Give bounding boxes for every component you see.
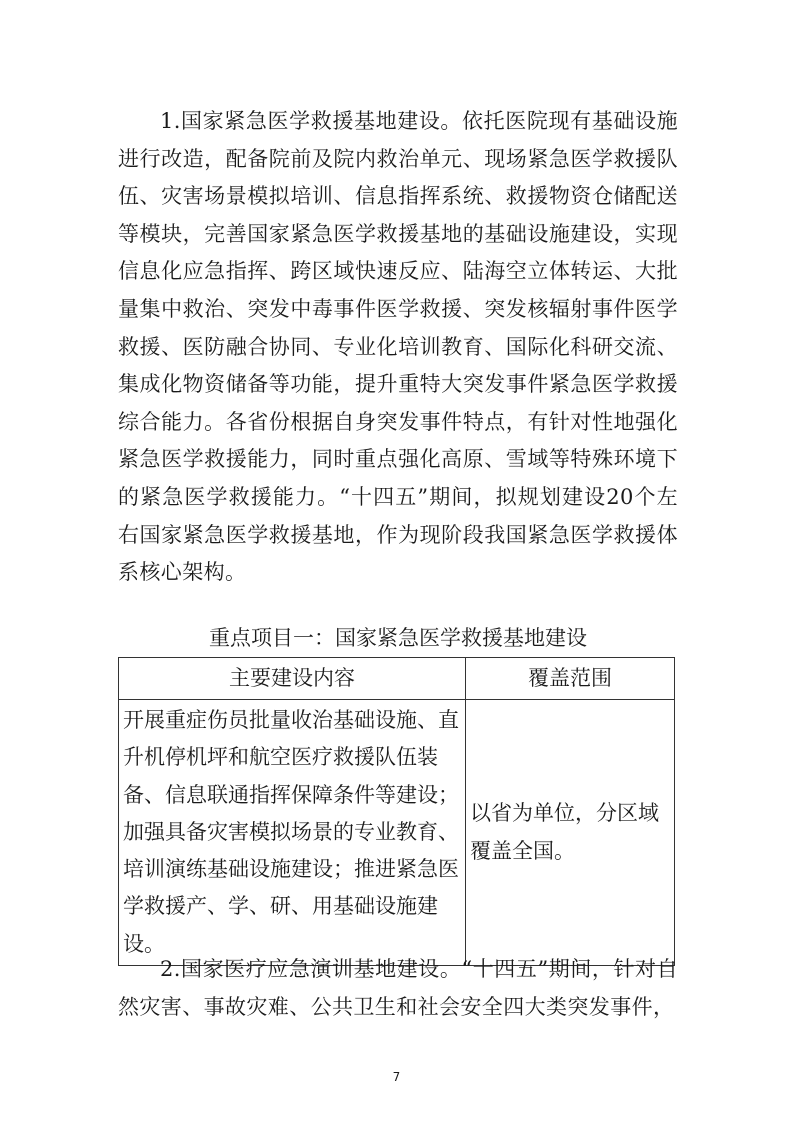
project-table (118, 657, 675, 966)
table-header-row (119, 658, 675, 700)
paragraph-2: 2.国家医疗应急演训基地建设。“十四五”期间，针对自然灾害、事故灾难、公共卫生和社会安全四大类突发事件， (118, 957, 678, 1019)
paragraph-1: 1.国家紧急医学救援基地建设。依托医院现有基础设施进行改造，配备院前及院内救治单元、现场紧急医学救援队伍、灾害场景模拟培训、信息指挥系统、救援物资仓储配送等模块，完善国家紧急医学救援基地的基础设施建设，实现信息化应急指挥、跨区域快速反应、陆海空立体转运、大批量集中救治、突发中毒事件医学救援、突发核辐射事件医学救援、医防融合协同、专业化培训教育、国际化科研交流、集成化物资储备等功能，提升重特大突发事件紧急医学救援综合能力。各省份根据自身突发事件特点，有针对性地强化紧急医学救援能力，同时重点强化高原、雪域等特殊环境下的紧急医学救援能力。“十四五”期间，拟规划建设20个左右国家紧急医学救援基地，作为现阶段我国紧急医学救援体系核心架构。 (118, 109, 678, 585)
column-header-scope: 覆盖范围 (466, 658, 675, 700)
table-row (119, 700, 675, 966)
table-caption: 重点项目一：国家紧急医学救援基地建设 (209, 626, 587, 650)
cell-scope: 以省为单位，分区域覆盖全国。 (466, 700, 675, 966)
page-number: 7 (392, 1070, 401, 1084)
cell-content: 开展重症伤员批量收治基础设施、直升机停机坪和航空医疗救援队伍装备、信息联通指挥保障条件等建设；加强具备灾害模拟场景的专业教育、培训演练基础设施建设；推进紧急医学救援产、学、研、用基础设施建设。 (119, 700, 466, 966)
column-header-content: 主要建设内容 (119, 658, 466, 700)
